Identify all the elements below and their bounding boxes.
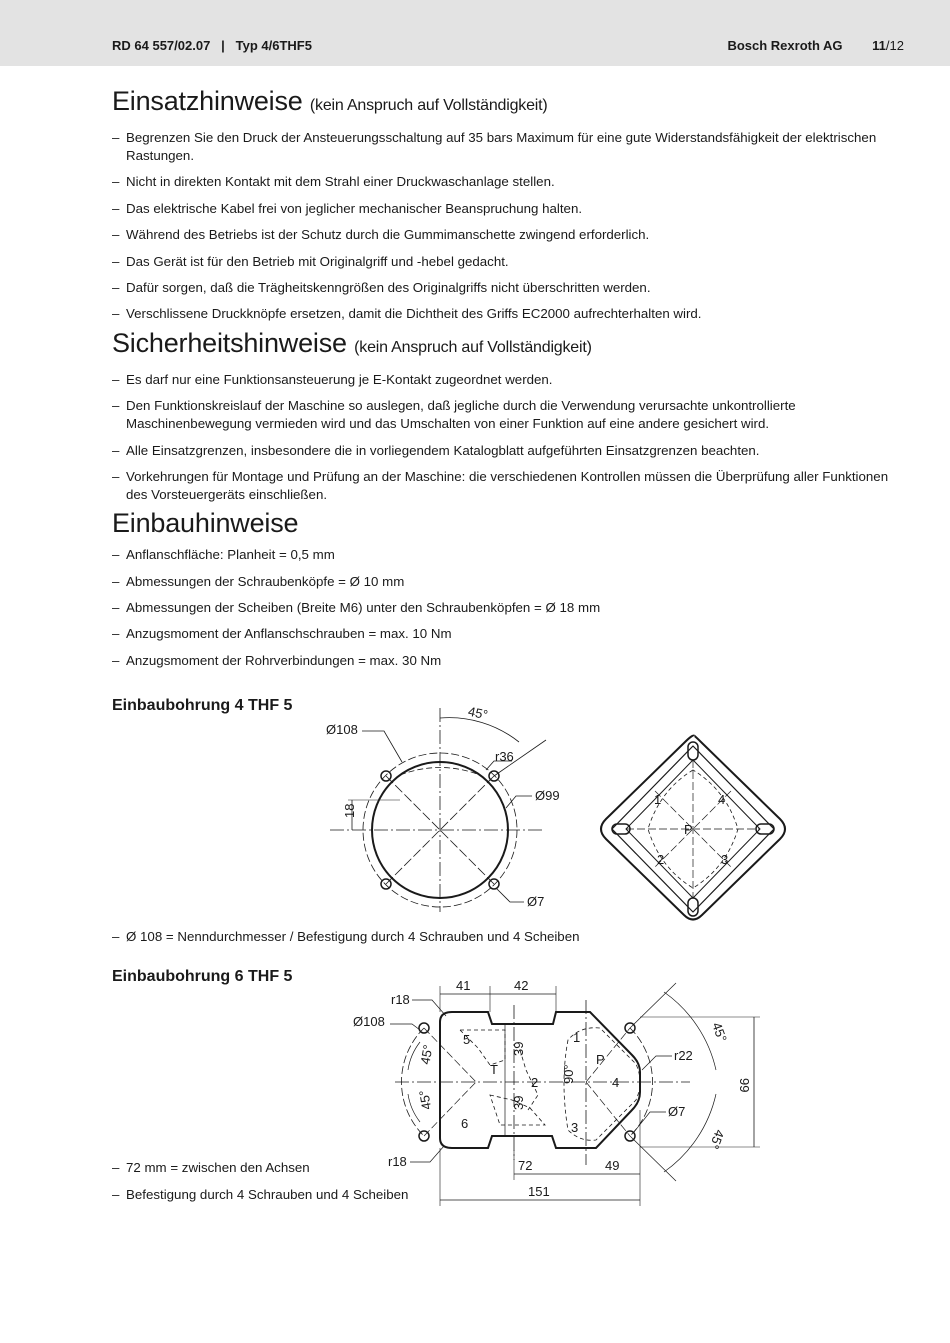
doc-ref: RD 64 557/02.07 [112,38,211,53]
angle-arc [440,718,519,742]
fig2-w72-label: 72 [518,1158,533,1173]
fig1-d99-label: Ø99 [535,788,560,803]
page-header [0,0,950,66]
section-title-sicherheitshinweise [112,326,907,365]
dash: – [112,130,120,145]
dash: – [112,253,120,269]
section1-subtitle: (kein Anspruch auf Vollständigkeit) [309,97,548,114]
fig1-heading: Einbaubohrung 4 THF 5 [112,697,293,714]
fig2-r18-bottom-label: r18 [388,1154,407,1169]
section3-title: Einbauhinweise [112,508,299,539]
section-title-einsatzhinweise [112,84,907,123]
list-item-text: Vorkehrungen für Montage und Prüfung an der Maschine: die verschiedenen Kontrollen müssen die Überprüfung aller Funktionen des Vorsteuergeräts einschließen. [126,468,889,502]
list-item-text: Das Gerät ist für den Betrieb mit Originalgriff und -hebel gedacht. [126,253,509,269]
list-item-text: Es darf nur eine Funktionsansteuerung je E-Kontakt zugeordnet werden. [126,371,553,387]
fig1-d7-label: Ø7 [527,894,545,909]
fig1-drawing [300,700,820,930]
fig1-port-P: P [684,822,693,837]
list-item [112,625,907,643]
list-item [112,546,907,564]
dash: – [112,626,120,642]
fig2-h39-top-label: 39 [511,1041,526,1056]
fig2-angle-45-left-top: 45° [417,1043,436,1066]
fig2-note-text: Befestigung durch 4 Schrauben und 4 Scheiben [126,1187,409,1202]
list-item [112,652,907,670]
list-item-text: Anflanschfläche: Planheit = 0,5 mm [126,547,335,563]
fig1-port-4: 4 [718,792,726,807]
slot-hole [688,898,698,916]
dash: – [112,200,120,216]
dash: – [112,547,120,563]
dash: – [112,652,120,668]
fig2-port-P: P [596,1052,605,1067]
fig1-r36-label: r36 [495,749,514,764]
page-current: 11 [872,38,886,53]
fig2-w41-label: 41 [456,978,471,993]
list-item [112,442,907,460]
list-item [112,226,907,244]
header-right [727,38,904,53]
list-item [112,599,907,617]
header-separator: | [221,38,225,53]
list-item [112,371,907,389]
fig2-d108-label: Ø108 [353,1014,385,1029]
page-total: /12 [885,38,904,53]
fig1-angle-label: 45° [466,703,490,723]
fig2-heading: Einbaubohrung 6 THF 5 [112,968,293,985]
list-item [112,573,907,591]
list-item-text: Nicht in direkten Kontakt mit dem Strahl einer Druckwaschanlage stellen. [126,174,555,190]
fig2-angle-45-left-bottom: 45° [416,1088,435,1111]
document-reference [112,38,312,53]
list-item [112,173,907,191]
list-item-text: Anzugsmoment der Anflanschschrauben = max. 10 Nm [126,626,452,642]
doc-type: Typ 4/6THF5 [235,38,312,53]
fig2-note-1 [112,1159,310,1177]
fig2-r18-top-label: r18 [391,992,410,1007]
list-item-text: Dafür sorgen, daß die Trägheitskenngrößen des Originalgriffs nicht überschritten werden. [126,279,651,295]
list-item-text: Während des Betriebs ist der Schutz durch die Gummimanschette zwingend erforderlich. [126,227,650,243]
fig1-note-text: Ø 108 = Nenndurchmesser / Befestigung durch 4 Schrauben und 4 Scheiben [126,929,580,944]
section1-title: Einsatzhinweise [112,86,303,116]
dash: – [112,600,120,616]
dash: – [112,279,120,295]
fig2-port-4: 4 [612,1075,620,1090]
fig2-port-1: 1 [573,1030,581,1045]
dash: – [112,929,120,944]
dash: – [112,573,120,589]
fig2-port-2: 2 [531,1075,539,1090]
section2-subtitle: (kein Anspruch auf Vollständigkeit) [354,338,592,356]
list-item-text: Den Funktionskreislauf der Maschine so auslegen, daß jegliche durch die Verwendung verursachte unkontrollierte Maschinenbewegung vermieden wird und das Umschalten von einer Funktion auf eine andere gesichert wird. [126,398,796,432]
fig2-angle-90-label: 90° [561,1064,576,1084]
fig1-h18-label: 18 [342,803,357,818]
list-item-text: Das elektrische Kabel frei von jeglicher mechanischer Beanspruchung halten. [126,200,583,216]
list-item-text: Abmessungen der Scheiben (Breite M6) unter den Schraubenköpfen = Ø 18 mm [126,600,601,616]
dash: – [112,468,120,484]
dash: – [112,371,120,387]
list-item [112,468,907,504]
fig2-angle-45-right-bottom: 45° [706,1127,728,1152]
fig2-port-6: 6 [461,1116,469,1131]
einsatzhinweise-list [112,129,907,323]
page-number [872,38,904,53]
dash: – [112,174,120,190]
sicherheitshinweise-list [112,371,907,504]
fig2-note-text: 72 mm = zwischen den Achsen [126,1160,310,1175]
list-item-text: Abmessungen der Schraubenköpfe = Ø 10 mm [126,573,405,589]
fig1-d108-label: Ø108 [326,722,358,737]
list-item-text: Anzugsmoment der Rohrverbindungen = max. 30 Nm [126,652,442,668]
list-item-text: Begrenzen Sie den Druck der Ansteuerungsschaltung auf 35 bars Maximum für eine gute Widerstandsfähigkeit der elektrischen Rastungen. [126,130,877,163]
dash: – [112,306,120,322]
fig2-w49-label: 49 [605,1158,620,1173]
list-item [112,397,907,433]
fig2-w151-label: 151 [528,1184,550,1199]
section-title-einbauhinweise [112,506,907,540]
fig2-h39-bottom-label: 39 [511,1095,526,1110]
list-item [112,279,907,297]
dash: – [112,442,120,458]
dash: – [112,1187,120,1202]
slot-hole [688,742,698,760]
fig2-w42-label: 42 [514,978,529,993]
fig1-port-3: 3 [721,852,729,867]
list-item-text: Alle Einsatzgrenzen, insbesondere die in vorliegendem Katalogblatt aufgeführten Einsatzgrenzen beachten. [126,442,760,458]
einbauhinweise-list [112,546,907,670]
fig2-port-5: 5 [463,1032,471,1047]
fig2-d7-label: Ø7 [668,1104,686,1119]
fig2-port-3: 3 [571,1120,579,1135]
dash: – [112,1160,120,1175]
list-item [112,253,907,271]
list-item [112,129,907,165]
dash: – [112,227,120,243]
fig2-h99-label: 99 [737,1078,752,1093]
fig2-drawing [340,970,780,1210]
fig1-port-1: 1 [654,792,662,807]
fig1-port-2: 2 [657,852,665,867]
list-item-text: Verschlissene Druckknöpfe ersetzen, damit die Dichtheit des Griffs EC2000 aufrechterhalten wird. [126,306,702,322]
fig1-note [112,928,580,946]
section2-title: Sicherheitshinweise [112,327,347,358]
list-item [112,200,907,218]
fig2-r22-label: r22 [674,1048,693,1063]
fig2-port-T: T [490,1062,498,1077]
page-content [112,84,907,678]
company-name: Bosch Rexroth AG [727,38,843,53]
dash: – [112,398,120,414]
fig2-angle-45-right-top: 45° [709,1020,730,1044]
fig2-note-2 [112,1186,408,1204]
list-item [112,305,907,323]
